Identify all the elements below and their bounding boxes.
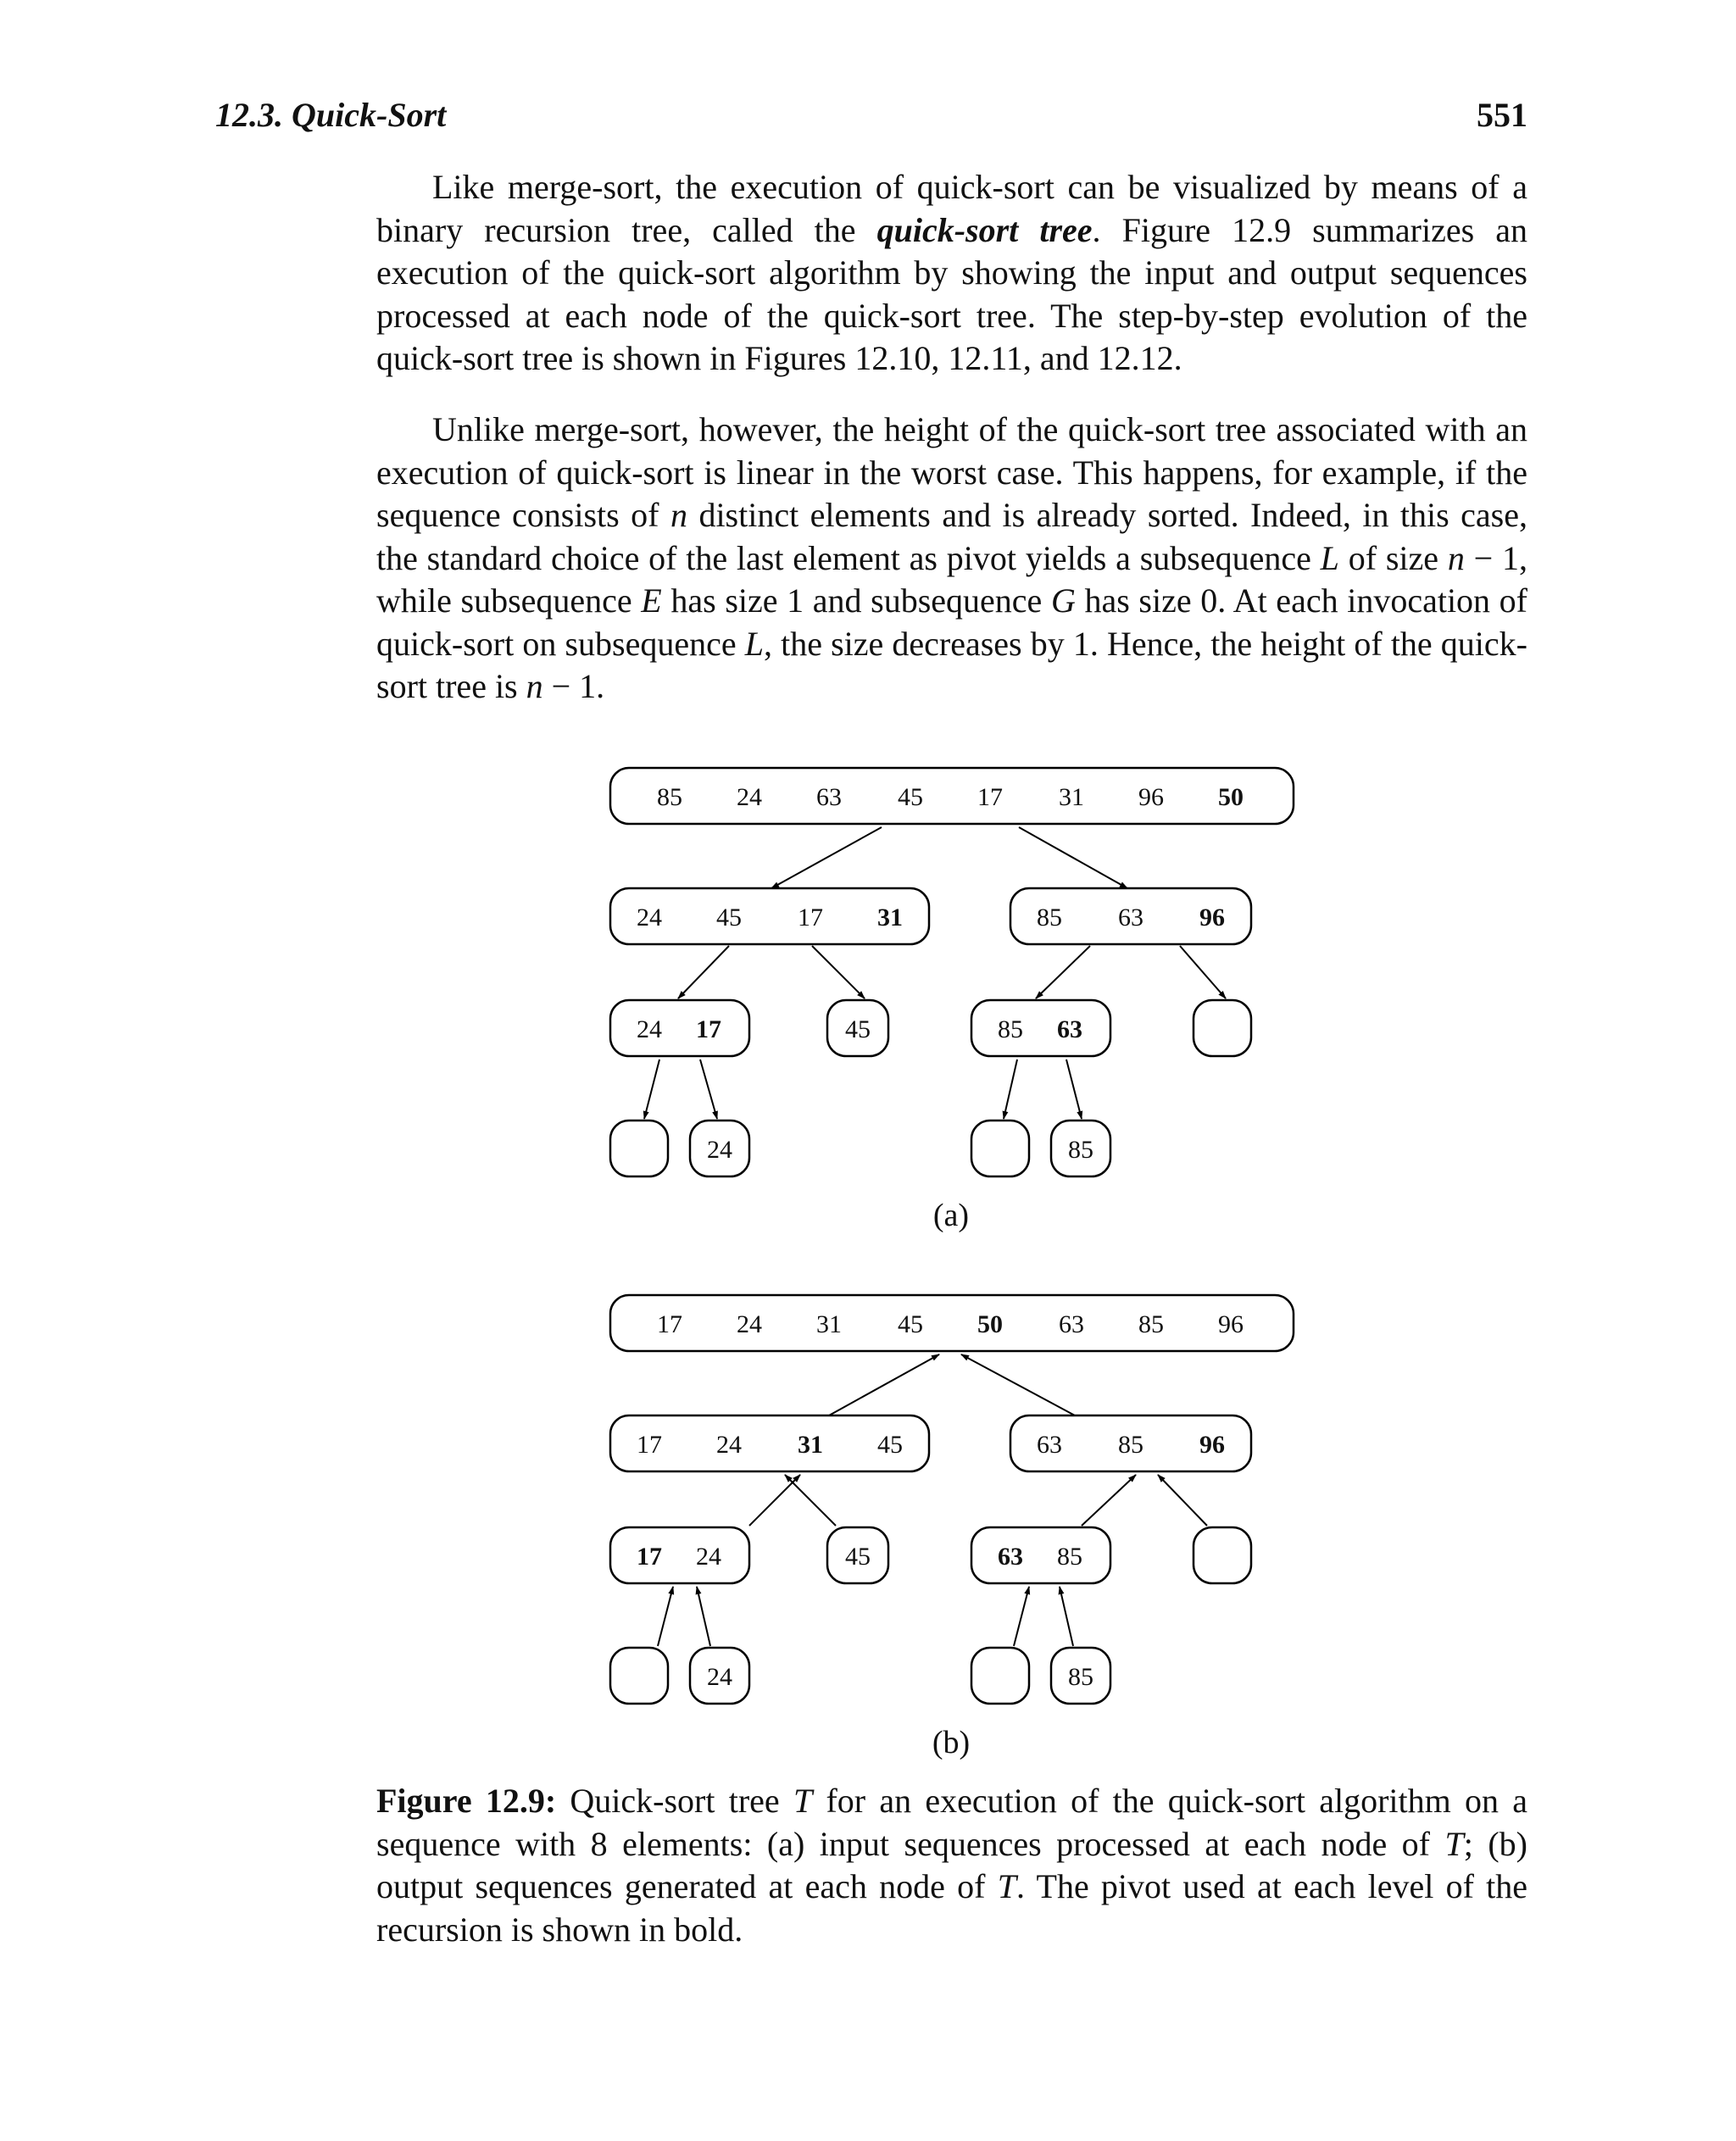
sequence-value: 17 (798, 904, 823, 931)
para2-text-8: − 1. (542, 667, 605, 705)
pivot-value: 17 (696, 1015, 721, 1043)
tree-edge-arrow (1180, 946, 1226, 998)
sequence-value: 96 (1138, 783, 1164, 811)
sequence-value: 24 (737, 783, 762, 811)
para2-text-3: of size (1338, 538, 1448, 577)
sequence-value: 24 (737, 1310, 762, 1338)
para2-text-7: , the size decreases by 1. Hence, the height of the quick-sort tree is (376, 624, 1527, 705)
subfigure-label: (a) (932, 1198, 970, 1233)
tree-edge-arrow (678, 946, 729, 998)
sequence-value: 45 (716, 904, 742, 931)
sequence-value: 31 (816, 1310, 842, 1338)
node-box (971, 1000, 1110, 1056)
sequence-value: 24 (637, 904, 662, 931)
var-T: T (793, 1782, 813, 1820)
sequence-value: 45 (898, 783, 923, 811)
sequence-value: 45 (877, 1431, 903, 1459)
para2-text-5: has size 1 and subsequence (661, 581, 1051, 620)
tree-edge-arrow (771, 827, 882, 888)
pivot-value: 63 (998, 1543, 1023, 1571)
sequence-value: 85 (1068, 1136, 1093, 1164)
caption-label: Figure 12.9: (376, 1782, 557, 1820)
caption-text-2: for an execution of the quick-sort algorithm on a sequence with 8 elements: (a) input sequences processed at each node of (376, 1782, 1527, 1863)
sequence-value: 63 (1118, 904, 1143, 931)
pivot-value: 50 (1218, 783, 1244, 811)
page-number: 551 (1477, 96, 1527, 134)
tree-edge-arrow (700, 1059, 717, 1119)
empty-tree-node (1194, 1000, 1251, 1056)
sequence-value: 85 (1037, 904, 1062, 931)
sequence-value: 24 (707, 1663, 732, 1691)
var-n: n (526, 667, 543, 705)
para1-text-2: . Figure 12.9 summarizes an execution of the quick-sort algorithm by showing the input and output sequences processed at each node of the quick-sort tree. The step-by-step evolution of the quick-sort tree is shown in Figures 12.10, 12.11, and 12.12. (376, 210, 1527, 377)
figure-caption (376, 1780, 1527, 1951)
tree-node (690, 1121, 749, 1176)
tree-edge-arrow (644, 1059, 659, 1119)
sequence-value: 31 (1059, 783, 1084, 811)
tree-edge-arrow (812, 946, 865, 998)
pivot-value: 31 (877, 904, 903, 931)
para2-text-2: distinct elements and is already sorted. Indeed, in this case, the standard choice of the last element as pivot yields a subsequence (376, 496, 1527, 577)
para2-text-6: has size 0. At each invocation of quick-sort on subsequence (376, 581, 1528, 663)
tree-node (1010, 888, 1251, 944)
tree-node (690, 1648, 749, 1704)
tree-node (610, 1295, 1294, 1351)
tree-node (1010, 1415, 1251, 1471)
paragraph-2 (376, 409, 1527, 709)
empty-tree-node (971, 1121, 1029, 1176)
sequence-value: 24 (637, 1015, 662, 1043)
node-box (971, 1121, 1029, 1176)
caption-text-4: . The pivot used at each level of the recursion is shown in bold. (376, 1867, 1527, 1949)
tree-node (971, 1000, 1110, 1056)
empty-tree-node (1194, 1527, 1251, 1583)
tree-edge-arrow (829, 1354, 939, 1415)
var-n: n (1447, 538, 1465, 577)
term-quick-sort-tree: quick-sort tree (876, 210, 1093, 249)
node-box (610, 768, 1294, 824)
node-box (610, 1000, 749, 1056)
tree-b-output-sequences (610, 1295, 1294, 1760)
node-box (1194, 1000, 1251, 1056)
tree-edge-arrow (1004, 1059, 1017, 1119)
node-box (1194, 1527, 1251, 1583)
tree-edge-arrow (1066, 1059, 1082, 1119)
sequence-value: 24 (696, 1543, 721, 1571)
tree-node (1051, 1121, 1110, 1176)
sequence-value: 85 (657, 783, 682, 811)
figure-12-9 (0, 746, 1736, 1763)
sequence-value: 63 (1037, 1431, 1062, 1459)
node-box (971, 1648, 1029, 1704)
sequence-value: 63 (816, 783, 842, 811)
sequence-value: 85 (1057, 1543, 1082, 1571)
node-box (610, 1121, 668, 1176)
tree-edge-arrow (697, 1587, 710, 1646)
node-box (610, 1648, 668, 1704)
var-E: E (641, 581, 662, 620)
tree-edge-arrow (1060, 1587, 1073, 1646)
var-T: T (997, 1867, 1016, 1905)
sequence-value: 45 (898, 1310, 923, 1338)
empty-tree-node (610, 1648, 668, 1704)
paragraph-1 (376, 166, 1527, 381)
sequence-value: 85 (1118, 1431, 1143, 1459)
sequence-value: 24 (707, 1136, 732, 1164)
pivot-value: 63 (1057, 1015, 1082, 1043)
var-L: L (744, 624, 764, 663)
empty-tree-node (971, 1648, 1029, 1704)
tree-edge-arrow (1082, 1475, 1136, 1526)
tree-edge-arrow (785, 1475, 836, 1526)
node-box (610, 1527, 749, 1583)
var-G: G (1050, 581, 1076, 620)
tree-edge-arrow (961, 1354, 1075, 1415)
pivot-value: 50 (977, 1310, 1003, 1338)
para2-text-1: Unlike merge-sort, however, the height of the quick-sort tree associated with an execution of quick-sort is linear in the worst case. This happens, for example, if the sequence consists of (376, 410, 1527, 534)
tree-edge-arrow (1158, 1475, 1207, 1526)
tree-edge-arrow (658, 1587, 673, 1646)
running-header (215, 95, 1527, 135)
tree-edge-arrow (1014, 1587, 1029, 1646)
section-title: 12.3. Quick-Sort (215, 96, 447, 134)
sequence-value: 96 (1218, 1310, 1244, 1338)
sequence-value: 24 (716, 1431, 742, 1459)
para2-text-4: − 1, while subsequence (376, 538, 1527, 620)
tree-node (610, 1000, 749, 1056)
tree-node (971, 1527, 1110, 1583)
sequence-value: 45 (845, 1015, 871, 1043)
tree-node (610, 768, 1294, 824)
tree-node (827, 1527, 888, 1583)
sequence-value: 45 (845, 1543, 871, 1571)
tree-edge-arrow (1019, 827, 1127, 888)
sequence-value: 17 (637, 1431, 662, 1459)
caption-text-1: Quick-sort tree (556, 1782, 793, 1820)
var-T: T (1444, 1824, 1464, 1863)
empty-tree-node (610, 1121, 668, 1176)
sequence-value: 85 (1068, 1663, 1093, 1691)
tree-node (610, 1415, 929, 1471)
pivot-value: 31 (798, 1431, 823, 1459)
node-box (971, 1527, 1110, 1583)
para1-text-1: Like merge-sort, the execution of quick-sort can be visualized by means of a binary recursion tree, called the (376, 168, 1527, 249)
tree-node (1051, 1648, 1110, 1704)
sequence-value: 85 (1138, 1310, 1164, 1338)
tree-node (827, 1000, 888, 1056)
pivot-value: 17 (637, 1543, 662, 1571)
sequence-value: 17 (977, 783, 1003, 811)
sequence-value: 17 (657, 1310, 682, 1338)
var-n: n (670, 496, 687, 534)
tree-node (610, 1527, 749, 1583)
pivot-value: 96 (1199, 1431, 1225, 1459)
tree-edge-arrow (1036, 946, 1090, 998)
var-L: L (1320, 538, 1339, 577)
sequence-value: 63 (1059, 1310, 1084, 1338)
subfigure-label: (b) (932, 1725, 971, 1760)
pivot-value: 96 (1199, 904, 1225, 931)
caption-text-3: ; (b) output sequences generated at each node of (376, 1824, 1527, 1905)
node-box (610, 1295, 1294, 1351)
tree-a-input-sequences (610, 768, 1294, 1233)
tree-node (610, 888, 929, 944)
quick-sort-tree-figure (0, 746, 1736, 1763)
sequence-value: 85 (998, 1015, 1023, 1043)
